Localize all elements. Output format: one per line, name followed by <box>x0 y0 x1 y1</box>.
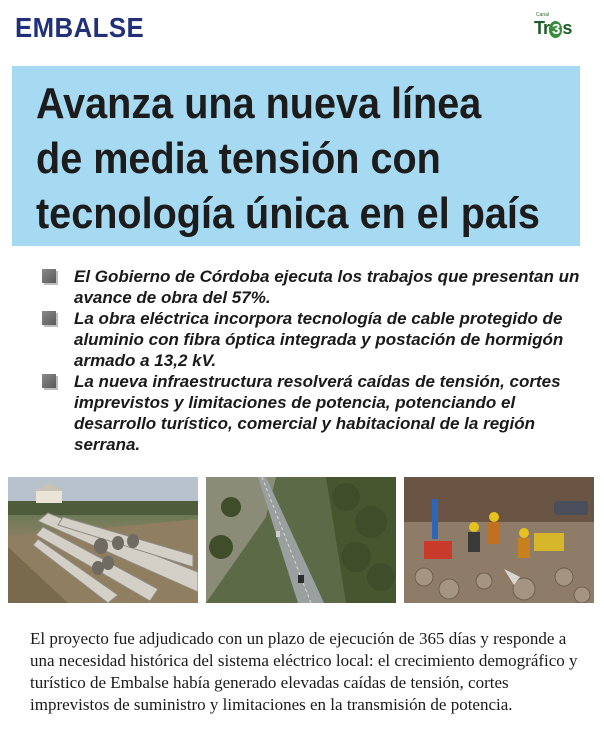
photo-aerial-road <box>206 477 396 603</box>
square-bullet-icon <box>42 374 56 388</box>
section-label: EMBALSE <box>15 12 145 43</box>
highlight-item <box>40 371 580 455</box>
highlight-text: La nueva infraestructura resolverá caídas de tensión, cortes imprevistos y limitaciones de potencia, potenciando el desarrollo turístico, comercial y habitacional de la región serrana. <box>74 372 561 454</box>
highlight-item <box>40 308 580 371</box>
highlight-text: El Gobierno de Córdoba ejecuta los trabajos que presentan un avance de obra del 57%. <box>74 267 580 307</box>
headline <box>36 76 540 241</box>
headline-box <box>12 66 580 246</box>
highlight-item <box>40 266 580 308</box>
body-paragraph: El proyecto fue adjudicado con un plazo de ejecución de 365 días y responde a una necesidad histórica del sistema eléctrico local: el crecimiento demográfico y turístico de Embalse había generado elevadas caídas de tensión, cortes imprevistos de suministro y limitaciones en la transmisión de potencia. <box>30 629 578 714</box>
highlights-list <box>40 266 580 455</box>
headline-line: Avanza una nueva línea <box>36 79 482 128</box>
logo-small-text: Canal <box>536 12 550 18</box>
photo-concrete-poles <box>8 477 198 603</box>
headline-line: tecnología única en el país <box>36 189 540 238</box>
logo-mark: Tr 3 s <box>534 18 572 38</box>
highlight-text: La obra eléctrica incorpora tecnología de cable protegido de aluminio con fibra óptica integrada y postación de hormigón armado a 13,2 kV. <box>74 309 564 370</box>
channel-logo <box>534 12 580 42</box>
headline-line: de media tensión con <box>36 134 441 183</box>
square-bullet-icon <box>42 311 56 325</box>
square-bullet-icon <box>42 269 56 283</box>
photo-workers <box>404 477 594 603</box>
